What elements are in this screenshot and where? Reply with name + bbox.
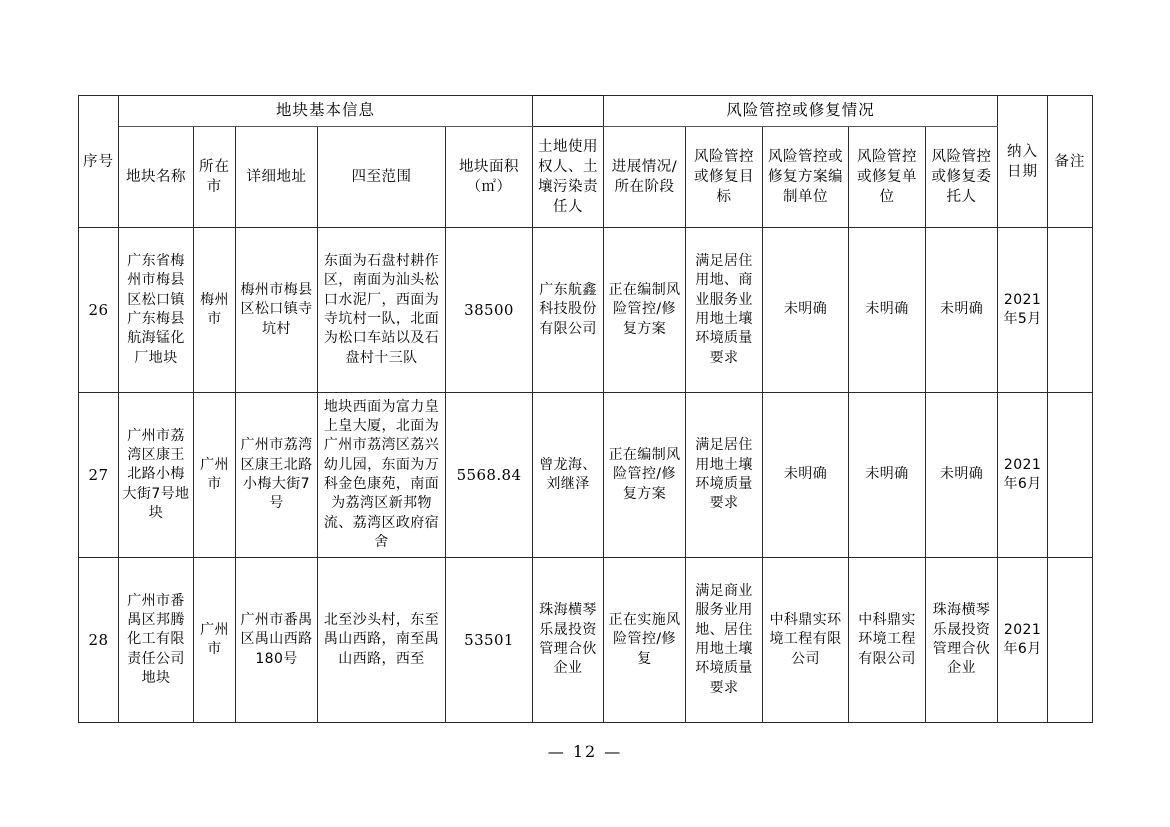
cell-owner: 珠海横琴乐晟投资管理合伙企业 bbox=[533, 558, 604, 723]
cell-city: 广州市 bbox=[194, 558, 236, 723]
cell-include-date: 2021年5月 bbox=[998, 228, 1048, 393]
cell-trustee: 未明确 bbox=[926, 228, 998, 393]
column-header-address: 详细地址 bbox=[236, 127, 318, 228]
column-header-parcel-name: 地块名称 bbox=[119, 127, 194, 228]
cell-trustee: 未明确 bbox=[926, 393, 998, 558]
column-header-stage: 进展情况/所在阶段 bbox=[604, 127, 686, 228]
cell-plan-unit: 中科鼎实环境工程有限公司 bbox=[763, 558, 849, 723]
cell-remark bbox=[1048, 558, 1093, 723]
cell-trustee: 珠海横琴乐晟投资管理合伙企业 bbox=[926, 558, 998, 723]
column-header-row bbox=[79, 127, 1093, 228]
column-header-owner: 土地使用权人、土壤污染责任人 bbox=[533, 127, 604, 228]
column-header-exec-unit: 风险管控或修复单位 bbox=[849, 127, 926, 228]
cell-stage: 正在编制风险管控/修复方案 bbox=[604, 228, 686, 393]
table-row bbox=[79, 393, 1093, 558]
group-header-spacer-left bbox=[533, 96, 604, 127]
cell-plan-unit: 未明确 bbox=[763, 393, 849, 558]
cell-owner: 广东航鑫科技股份有限公司 bbox=[533, 228, 604, 393]
cell-parcel-name: 广东省梅州市梅县区松口镇广东梅县航海锰化厂地块 bbox=[119, 228, 194, 393]
cell-city: 广州市 bbox=[194, 393, 236, 558]
cell-owner: 曾龙海、刘继泽 bbox=[533, 393, 604, 558]
cell-index: 28 bbox=[79, 558, 119, 723]
cell-plan-unit: 未明确 bbox=[763, 228, 849, 393]
cell-city: 梅州市 bbox=[194, 228, 236, 393]
cell-parcel-name: 广州市荔湾区康王北路小梅大街7号地块 bbox=[119, 393, 194, 558]
table-body bbox=[79, 228, 1093, 723]
table-container bbox=[78, 95, 1092, 723]
group-header-basic-info: 地块基本信息 bbox=[119, 96, 533, 127]
column-header-city: 所在市 bbox=[194, 127, 236, 228]
cell-include-date: 2021年6月 bbox=[998, 393, 1048, 558]
cell-include-date: 2021年6月 bbox=[998, 558, 1048, 723]
cell-remark bbox=[1048, 228, 1093, 393]
cell-area: 38500 bbox=[446, 228, 533, 393]
column-header-plan-unit: 风险管控或修复方案编制单位 bbox=[763, 127, 849, 228]
group-header-risk-control: 风险管控或修复情况 bbox=[604, 96, 998, 127]
cell-exec-unit: 未明确 bbox=[849, 393, 926, 558]
cell-stage: 正在实施风险管控/修复 bbox=[604, 558, 686, 723]
cell-stage: 正在编制风险管控/修复方案 bbox=[604, 393, 686, 558]
cell-goal: 满足居住用地、商业服务业用地土壤环境质量要求 bbox=[686, 228, 763, 393]
cell-exec-unit: 中科鼎实环境工程有限公司 bbox=[849, 558, 926, 723]
cell-goal: 满足商业服务业用地、居住用地土壤环境质量要求 bbox=[686, 558, 763, 723]
cell-goal: 满足居住用地土壤环境质量要求 bbox=[686, 393, 763, 558]
column-header-index: 序号 bbox=[79, 96, 119, 228]
column-header-area: 地块面积（㎡） bbox=[446, 127, 533, 228]
table-row bbox=[79, 228, 1093, 393]
table-header bbox=[79, 96, 1093, 228]
cell-address: 梅州市梅县区松口镇寺坑村 bbox=[236, 228, 318, 393]
column-header-include-date: 纳入日期 bbox=[998, 96, 1048, 228]
cell-boundaries: 地块西面为富力皇上皇大厦，北面为广州市荔湾区荔兴幼儿园，东面为万科金色康苑，南面为荔湾区新邦物流、荔湾区政府宿舍 bbox=[318, 393, 446, 558]
group-header-row bbox=[79, 96, 1093, 127]
cell-remark bbox=[1048, 393, 1093, 558]
cell-address: 广州市荔湾区康王北路小梅大街7号 bbox=[236, 393, 318, 558]
cell-boundaries: 北至沙头村，东至禺山西路，南至禺山西路，西至 bbox=[318, 558, 446, 723]
column-header-trustee: 风险管控或修复委托人 bbox=[926, 127, 998, 228]
table-row bbox=[79, 558, 1093, 723]
cell-parcel-name: 广州市番禺区邦腾化工有限责任公司地块 bbox=[119, 558, 194, 723]
cell-exec-unit: 未明确 bbox=[849, 228, 926, 393]
column-header-goal: 风险管控或修复目标 bbox=[686, 127, 763, 228]
cell-index: 26 bbox=[79, 228, 119, 393]
column-header-remark: 备注 bbox=[1048, 96, 1093, 228]
cell-address: 广州市番禺区禺山西路180号 bbox=[236, 558, 318, 723]
page-number: — 12 — bbox=[547, 742, 623, 761]
cell-area: 53501 bbox=[446, 558, 533, 723]
cell-boundaries: 东面为石盘村耕作区，南面为汕头松口水泥厂，西面为寺坑村一队，北面为松口车站以及石盘村十三队 bbox=[318, 228, 446, 393]
column-header-boundaries: 四至范围 bbox=[318, 127, 446, 228]
land-parcel-table bbox=[78, 95, 1093, 723]
cell-area: 5568.84 bbox=[446, 393, 533, 558]
cell-index: 27 bbox=[79, 393, 119, 558]
